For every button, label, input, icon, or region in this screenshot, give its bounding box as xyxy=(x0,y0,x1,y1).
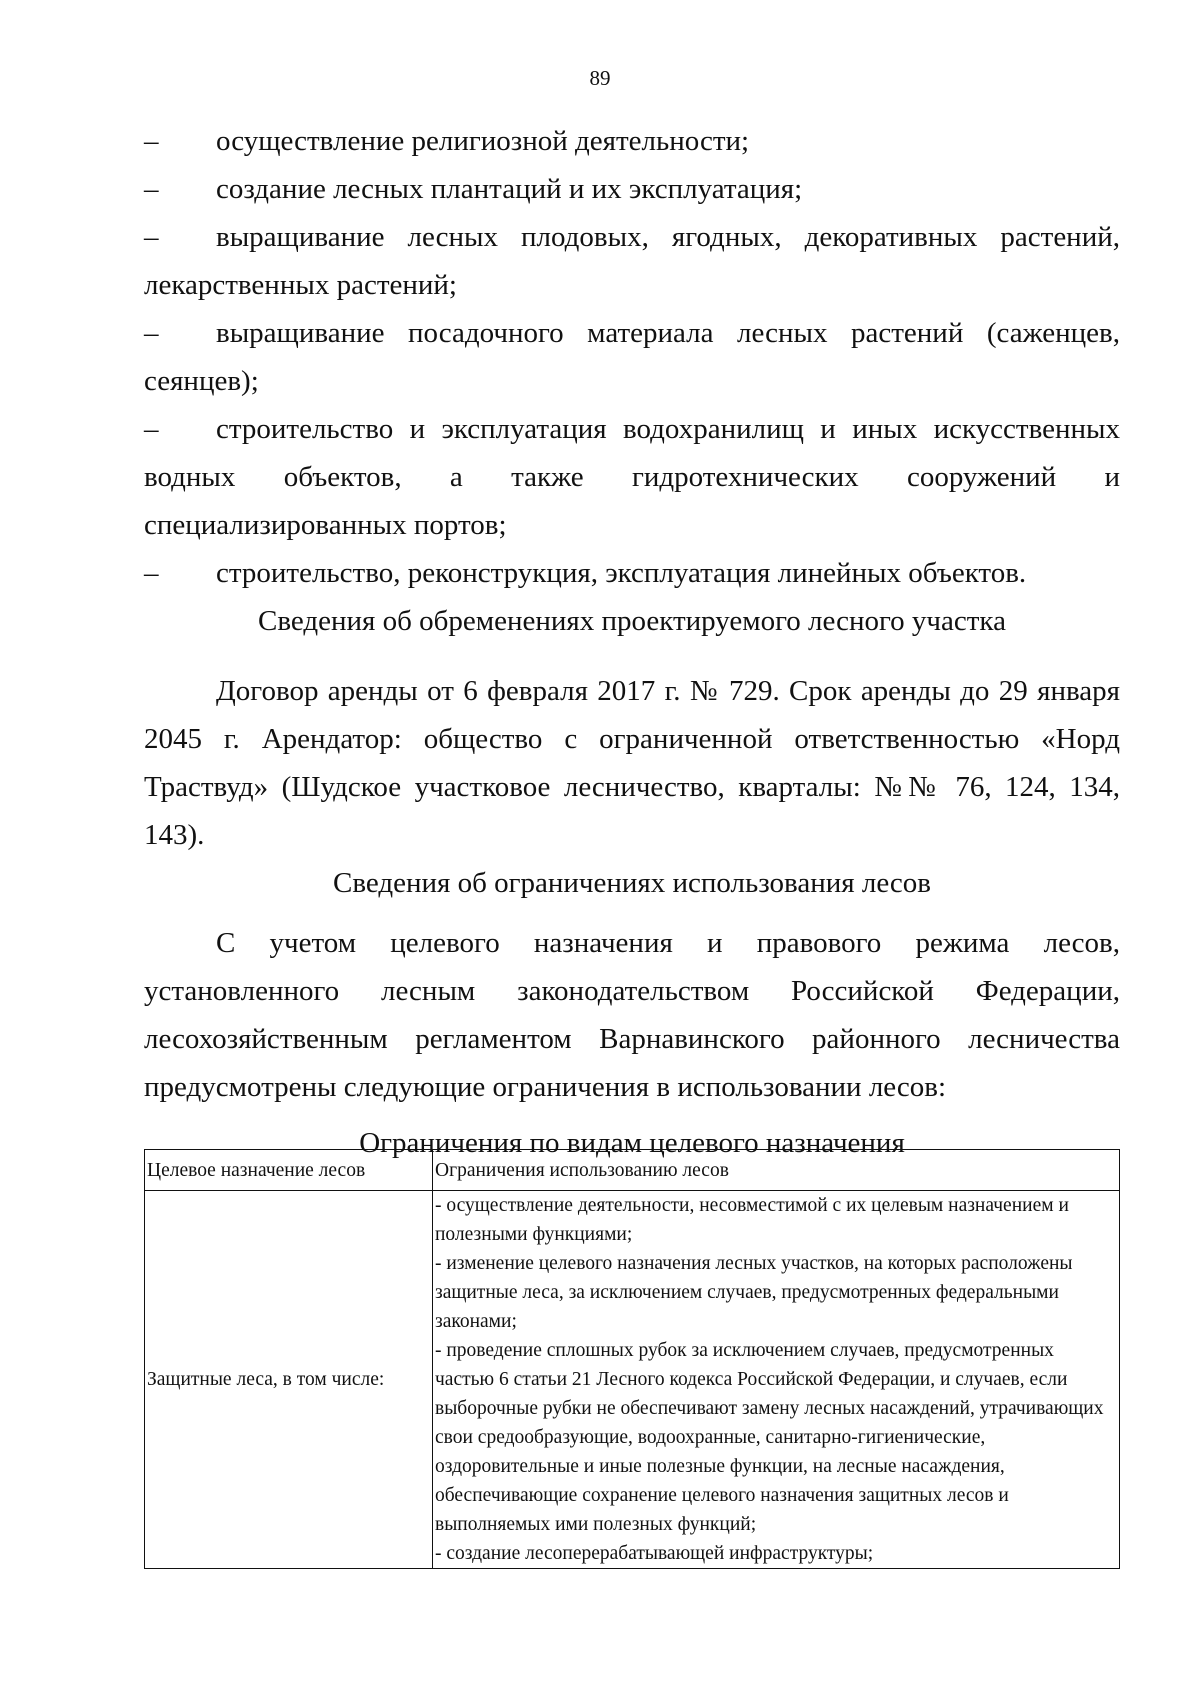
list-dash: – xyxy=(144,317,159,349)
list-item xyxy=(144,309,1120,405)
encumbrances-paragraph: Договор аренды от 6 февраля 2017 г. № 729. Срок аренды до 29 января 2045 г. Арендатор: общество с ограниченной ответственностью «Норд Траствуд» (Шудское участковое лесничество, кварталы: №№ 76, 124, 134, 143). xyxy=(144,675,1120,851)
list-item-text: выращивание лесных плодовых, ягодных, декоративных растений, лекарственных растений; xyxy=(144,221,1120,301)
restriction-item: - создание лесоперерабатывающей инфраструктуры; xyxy=(435,1543,874,1564)
list-item-text: выращивание посадочного материала лесных растений (саженцев, сеянцев); xyxy=(144,317,1120,397)
table-caption: Ограничения по видам целевого назначения xyxy=(359,1127,905,1159)
restrictions-table xyxy=(144,1149,1120,1569)
restrictions-heading: Сведения об ограничениях использования лесов xyxy=(333,867,931,899)
list-item-text: создание лесных плантаций и их эксплуатация; xyxy=(216,173,803,205)
table-row xyxy=(145,1191,1120,1569)
table-header-cell: Целевое назначение лесов xyxy=(145,1150,433,1191)
list-item-text: строительство, реконструкция, эксплуатация линейных объектов. xyxy=(216,557,1027,589)
list-dash: – xyxy=(144,413,159,445)
encumbrances-heading: Сведения об обременениях проектируемого лесного участка xyxy=(258,605,1006,637)
list-item-text: осуществление религиозной деятельности; xyxy=(216,125,750,157)
restrictions-paragraph: С учетом целевого назначения и правового режима лесов, установленного лесным законодательством Российской Федерации, лесохозяйственным регламентом Варнавинского районного лесничества предусмотрены следующие ограничения в использовании лесов: xyxy=(144,927,1120,1103)
list-item xyxy=(144,405,1120,549)
list-dash: – xyxy=(144,173,159,205)
list-dash: – xyxy=(144,221,159,253)
restriction-item: - осуществление деятельности, несовместимой с их целевым назначением и полезными функциями; xyxy=(435,1195,1069,1245)
restriction-item: - изменение целевого назначения лесных участков, на которых расположены защитные леса, за исключением случаев, предусмотренных федеральными законами; xyxy=(435,1253,1073,1332)
list-item xyxy=(144,549,1120,597)
list-item xyxy=(144,213,1120,309)
list-dash: – xyxy=(144,557,159,589)
list-item-text: строительство и эксплуатация водохранилищ и иных искусственных водных объектов, а также гидротехнических сооружений и специализированных портов; xyxy=(144,413,1120,541)
table-restrictions-cell xyxy=(433,1191,1120,1569)
restriction-item: - проведение сплошных рубок за исключением случаев, предусмотренных частью 6 статьи 21 Лесного кодекса Российской Федерации, и случаев, если выборочные рубки не обеспечивают замену лесных насаждений, утрачивающих свои средообразующие, водоохранные, санитарно-гигиенические, оздоровительные и иные полезные функции, на лесные насаждения, обеспечивающие сохранение целевого назначения защитных лесов и выполняемых ими полезных функций; xyxy=(435,1340,1104,1535)
list-dash: – xyxy=(144,125,159,157)
page-number: 89 xyxy=(589,66,611,90)
page-body xyxy=(144,117,1120,1167)
table-category-cell: Защитные леса, в том числе: xyxy=(145,1191,433,1569)
list-item xyxy=(144,165,1120,213)
table-header-row xyxy=(145,1150,1120,1191)
list-item xyxy=(144,117,1120,165)
table-header-cell: Ограничения использованию лесов xyxy=(433,1150,1120,1191)
